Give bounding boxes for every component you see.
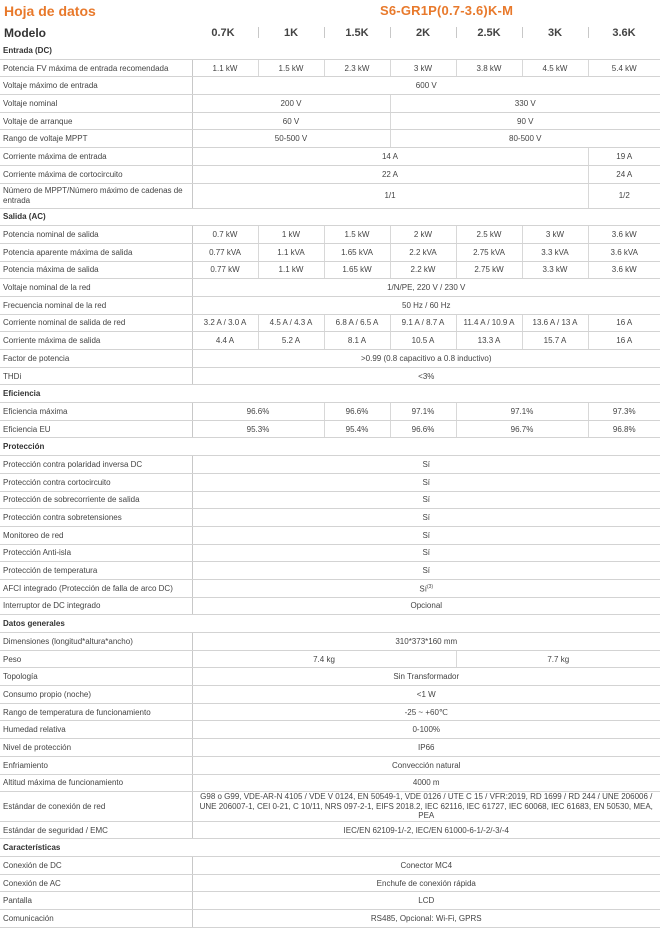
- row-afci: AFCI integrado (Protección de falla de arco DC) $Sí^{(3)}$: [0, 579, 660, 597]
- row-nom-out-current: Corriente nominal de salida de red 3.2 A / 3.0 A 4.5 A / 4.3 A 6.8 A / 6.5 A 9.1 A / 8.7 A 11.4 A / 10.9 A 13.6 A / 13 A 16 A: [0, 314, 660, 332]
- row-power-factor: Factor de potencia >0.99 (0.8 capacitivo a 0.8 inductivo): [0, 350, 660, 368]
- row-temp-protection: Protección de temperatura Sí: [0, 562, 660, 580]
- spec-table: [0, 42, 660, 928]
- row-safety-standard: Estándar de seguridad / EMC IEC/EN 62109-1/-2, IEC/EN 61000-6-1/-2/-3/-4: [0, 821, 660, 839]
- row-short-protection: Protección contra cortocircuito Sí: [0, 473, 660, 491]
- row-ac-connection: Conexión de AC Enchufe de conexión rápida: [0, 874, 660, 892]
- row-weight: Peso 7.4 kg 7.7 kg: [0, 650, 660, 668]
- row-self-consumption: Consumo propio (noche) <1 W: [0, 686, 660, 704]
- row-max-out-current: Corriente máxima de salida 4.4 A 5.2 A 8.1 A 10.5 A 13.3 A 15.7 A 16 A: [0, 332, 660, 350]
- section-features: Características: [0, 839, 660, 857]
- model-col-5: 3K: [547, 27, 563, 39]
- row-start-voltage: Voltaje de arranque 60 V 90 V: [0, 112, 660, 130]
- afci-value: Sí: [419, 584, 427, 594]
- model-col-6: 3.6K: [612, 27, 636, 39]
- row-max-voltage: Voltaje máximo de entrada 600 V: [0, 77, 660, 95]
- afci-footnote: (3): [426, 583, 434, 590]
- row-short-circuit: Corriente máxima de cortocircuito 22 A 24 A: [0, 165, 660, 183]
- row-mppt-count: Número de MPPT/Número máximo de cadenas de entrada 1/1 1/2: [0, 183, 660, 208]
- row-communication: Comunicación RS485, Opcional: Wi-Fi, GPRS: [0, 910, 660, 928]
- row-max-efficiency: Eficiencia máxima 96.6% 96.6% 97.1% 97.1% 97.3%: [0, 403, 660, 421]
- row-mppt-range: Rango de voltaje MPPT 50-500 V 80-500 V: [0, 130, 660, 148]
- row-temp-range: Rango de temperatura de funcionamiento -25 ~ +60℃: [0, 703, 660, 721]
- row-eu-efficiency: Eficiencia EU 95.3% 95.4% 96.6% 96.7% 96.8%: [0, 420, 660, 438]
- model-col-3: 2K: [415, 27, 431, 39]
- model-col-4: 2.5K: [477, 27, 501, 39]
- model-col-0: 0.7K: [211, 27, 235, 39]
- row-topology: Topología Sin Transformador: [0, 668, 660, 686]
- row-ip: Nivel de protección IP66: [0, 739, 660, 757]
- row-reverse-polarity: Protección contra polaridad inversa DC Sí: [0, 456, 660, 474]
- row-grid-freq: Frecuencia nominal de la red 50 Hz / 60 Hz: [0, 296, 660, 314]
- datasheet-title: Hoja de datos: [4, 3, 96, 19]
- row-altitude: Altitud máxima de funcionamiento 4000 m: [0, 774, 660, 792]
- row-pv-power: Potencia FV máxima de entrada recomendada 1.1 kW 1.5 kW 2.3 kW 3 kW 3.8 kW 4.5 kW 5.4 kW: [0, 59, 660, 77]
- row-overcurrent: Protección de sobrecorriente de salida Sí: [0, 491, 660, 509]
- model-series-title: S6-GR1P(0.7-3.6)K-M: [380, 3, 514, 18]
- row-dc-connection: Conexión de DC Conector MC4: [0, 857, 660, 875]
- model-col-2: 1.5K: [345, 27, 369, 39]
- row-overvoltage: Protección contra sobretensiones Sí: [0, 509, 660, 527]
- section-protection: Protección: [0, 438, 660, 456]
- row-display: Pantalla LCD: [0, 892, 660, 910]
- section-output: Salida (AC): [0, 208, 660, 226]
- row-apparent-power: Potencia aparente máxima de salida 0.77 kVA 1.1 kVA 1.65 kVA 2.2 kVA 2.75 kVA 3.3 kVA 3.6 kVA: [0, 243, 660, 261]
- row-cooling: Enfriamiento Convección natural: [0, 756, 660, 774]
- row-anti-island: Protección Anti-isla Sí: [0, 544, 660, 562]
- model-col-1: 1K: [283, 27, 299, 39]
- row-dc-switch: Interruptor de DC integrado Opcional: [0, 597, 660, 615]
- model-label: Modelo: [4, 26, 46, 40]
- row-nominal-voltage: Voltaje nominal 200 V 330 V: [0, 95, 660, 113]
- row-dimensions: Dimensiones (longitud*altura*ancho) 310*373*160 mm: [0, 633, 660, 651]
- section-general: Datos generales: [0, 615, 660, 633]
- row-nom-out-power: Potencia nominal de salida 0.7 kW 1 kW 1.5 kW 2 kW 2.5 kW 3 kW 3.6 kW: [0, 226, 660, 244]
- row-max-out-power: Potencia máxima de salida 0.77 kW 1.1 kW 1.65 kW 2.2 kW 2.75 kW 3.3 kW 3.6 kW: [0, 261, 660, 279]
- row-max-current: Corriente máxima de entrada 14 A 19 A: [0, 148, 660, 166]
- section-efficiency: Eficiencia: [0, 385, 660, 403]
- row-humidity: Humedad relativa 0-100%: [0, 721, 660, 739]
- row-grid-voltage: Voltaje nominal de la red 1/N/PE, 220 V / 230 V: [0, 279, 660, 297]
- row-thdi: THDi <3%: [0, 367, 660, 385]
- section-input: Entrada (DC): [0, 42, 660, 59]
- row-grid-standard: Estándar de conexión de red G98 o G99, VDE-AR-N 4105 / VDE V 0124, EN 50549-1, VDE 0126 / UTE C 15 / VFR:2019, RD 1699 / RD 244 / UNE 206006 / UNE 206007-1, CEI 0-21, C 10/11, NRS 097-2-1, EIFS 2018.2, IEC 62116, IEC 61727, IEC 60068, IEC 61683, EN 50530, MEA, PEA: [0, 792, 660, 822]
- row-grid-monitor: Monitoreo de red Sí: [0, 526, 660, 544]
- model-header-row: [0, 23, 660, 43]
